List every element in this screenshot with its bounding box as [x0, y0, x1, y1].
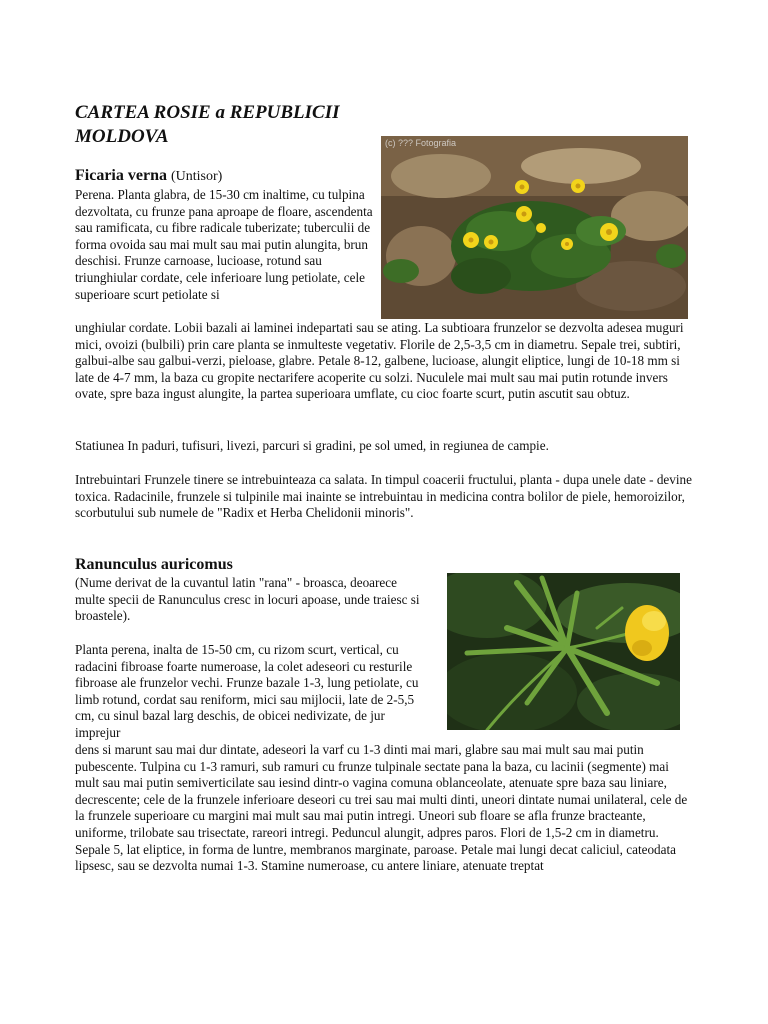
scientific-name: Ficaria verna	[75, 167, 167, 184]
document-title: CARTEA ROSIE a REPUBLICII MOLDOVA	[75, 102, 340, 147]
ficaria-uses: Intrebuintari Frunzele tinere se intrebuinteaza ca salata. In timpul coacerii fructului, planta - dupa unele date - devine toxica. Radacinile, frunzele si tulpinile mai inainte se intrebuintau in medicina contra bolilor de piele, hemoroizilor, scorbutului sub numele de "Radix et Herba Chelidonii minoris".	[75, 472, 692, 521]
section-heading-ficaria	[75, 166, 222, 187]
ficaria-habitat: Statiunea In paduri, tufisuri, livezi, parcuri si gradini, pe sol umed, in regiunea de campie.	[75, 438, 549, 453]
ranunculus-description-wrapped: Planta perena, inalta de 15-50 cm, cu rizom scurt, vertical, cu radacini fibroase foarte numeroase, la colet adeseori cu resturile fibroase ale frunzelor vechi. Frunze bazale 1-3, lung petiolate, cu limb rotund, cordat sau reniform, mici sau mijlocii, late de 2-5,5 cm, cu sinul bazal larg deschis, de obicei nedivizate, de jur imprejur	[75, 642, 419, 740]
ficaria-description-continued: unghiular cordate. Lobii bazali ai laminei indepartati sau se ating. La subtioara frunzelor se dezvolta adesea muguri mici, ovoizi (bulbili) prin care planta se inmulteste vegetativ. Florile de 2,5-3,5 cm in diametru. Sepale trei, subtiri, galbui-albe sau galbui-verzi, pieloase, glabre. Petale 8-12, galbene, lucioase, alungit eliptice, lungi de 10-18 mm si late de 4-7 mm, la baza cu gropite nectarifere acoperite cu solzi. Nuculele mai mult sau mai putin rotunde invers ovate, spre baza ingust alungite, la partea superioara umflate, cu cioc foarte scurt, putin ascutit sau obtuz.	[75, 320, 684, 402]
photo-watermark: (c) ??? Fotografia	[385, 138, 457, 148]
ficaria-description-wrapped: Perena. Planta glabra, de 15-30 cm inaltime, cu tulpina dezvoltata, cu frunze pana aproape de floare, ascendenta sau ramificata, cu fibre radicale tuberizate; tuberculii de forma ovoida sau mai mult sau mai putin alungita, brun deschisi. Frunze carnoase, lucioase, rotund sau triunghiular cordate, cele inferioare lung petiolate, cele superioare scurt petiolate si	[75, 187, 373, 302]
section-heading-ranunculus	[75, 555, 233, 575]
ranunculus-etymology: (Nume derivat de la cuvantul latin "rana" - broasca, deoarece multe specii de Ranunculus cresc in locuri apoase, unde traiesc si broastele).	[75, 575, 420, 624]
ficaria-verna-photo	[381, 136, 688, 319]
ranunculus-description-continued: dens si marunt sau mai dur dintate, adeseori la varf cu 1-3 dinti mai mari, glabre sau mai mult sau mai putin pubescente. Tulpina cu 1-3 ramuri, sub ramuri cu frunze tulpinale sectate pana la baza, cu lacinii (segmente) mai mult sau mai putin semiverticilate sau iesind dintr-o vagina comuna oblanceolate, atenuate spre baza sau liniare, decrescente; cele de la frunzele inferioare deseori cu trei sau mai multi dinti, uneori dintate numai unilateral, cele de la frunzele superioare cu margini mai mult sau mai putin intregi. Uneori sub floare se afla frunze bracteante, uniforme, trilobate sau trisectate, rareori intregi. Peduncul alungit, adpres paros. Flori de 1,5-2 cm in diametru. Sepale 5, lat eliptice, in forma de luntre, membranos marginate, paroase. Petale mai lungi decat caliciul, cateodata lipsesc, sau se dezvolta numai 1-3. Stamine numeroase, cu antere liniare, atenuate treptat	[75, 742, 688, 874]
scientific-name: Ranunculus auricomus	[75, 556, 233, 573]
ranunculus-auricomus-photo	[447, 573, 680, 730]
common-name: (Untisor)	[170, 169, 223, 184]
